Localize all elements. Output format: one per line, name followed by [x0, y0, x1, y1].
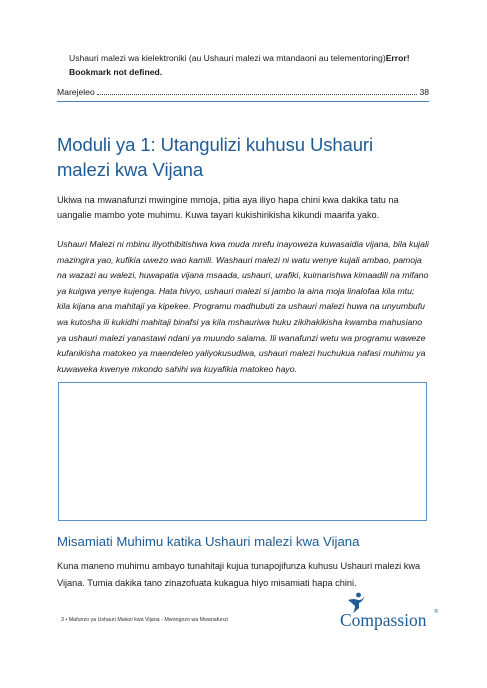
- page-footer: 3 • Mafunzo ya Ushauri Malezi kwa Vijana - Mwongozo wa Mwanafunzi: [61, 617, 228, 623]
- intro-paragraph: Ukiwa na mwanafunzi mwingine mmoja, pitia aya iliyo hapa chini kwa dakika tatu na uangalie mambo yote muhimu. Kuwa tayari kukishirikisha kikundi maarifa yako.: [57, 195, 399, 221]
- logo-registered-mark: ®: [434, 609, 438, 615]
- toc-ref-page: 38: [419, 87, 429, 97]
- toc-ref-label: Marejeleo: [57, 87, 95, 97]
- compassion-logo: [340, 592, 438, 632]
- toc-dot-leader: [97, 94, 418, 95]
- reading-paragraph: Ushauri Malezi ni mbinu iliyothibitishwa kwa muda mrefu inayoweza kuwasaidia vijana, bila kujali mazingira yao, kufikia uwezo wao kamili. Washauri malezi ni watu wenye kujali ambao, pamoja na wazazi au walezi, huwapatia vijana msaada, ushauri, urafiki, kuimarishwa kimaadili na mifano ya kuigwa yenye kujenga. Hata hivyo, ushauri malezi si jambo la aina moja linalofaa kila mtu; kila kijana ana mahitaji ya kipekee. Programu madhubuti za ushauri malezi huwa na unyumbufu wa kutosha ili kukidhi mahitaji binafsi ya kila mshauriwa huku zikihakikisha kwamba mahusiano ya ushauri malezi yanastawi ndani ya muundo salama. Ili wanafunzi wetu wa programu waweze kufanikisha matokeo ya maendeleo yaliyokusudiwa, ushauri malezi huchukua nafasi muhimu ya kuwaweka kwenye mkondo sahihi wa kuyafikia matokeo hayo.: [57, 239, 429, 374]
- toc-entry-error: Error! Bookmark not defined.: [69, 53, 410, 77]
- section-heading: Misamiati Muhimu katika Ushauri malezi kwa Vijana: [57, 534, 360, 549]
- toc-entry[interactable]: [69, 51, 429, 79]
- toc-divider: [57, 101, 429, 102]
- notes-box: [58, 382, 427, 521]
- module-heading: Moduli ya 1: Utangulizi kuhusu Ushauri malezi kwa Vijana: [57, 134, 374, 180]
- toc-entry-text: Ushauri malezi wa kielektroniki (au Ushauri malezi wa mtandaoni au telementoring): [69, 53, 386, 63]
- section-paragraph: Kuna maneno muhimu ambayo tunahitaji kujua tunapojifunza kuhusu Ushauri malezi kwa Vijana. Tumia dakika tano zinazofuata kukagua hiyo misamiati hapa chini.: [57, 561, 421, 588]
- toc-entry-references[interactable]: [57, 86, 429, 98]
- logo-wordmark: Compassion: [340, 610, 427, 630]
